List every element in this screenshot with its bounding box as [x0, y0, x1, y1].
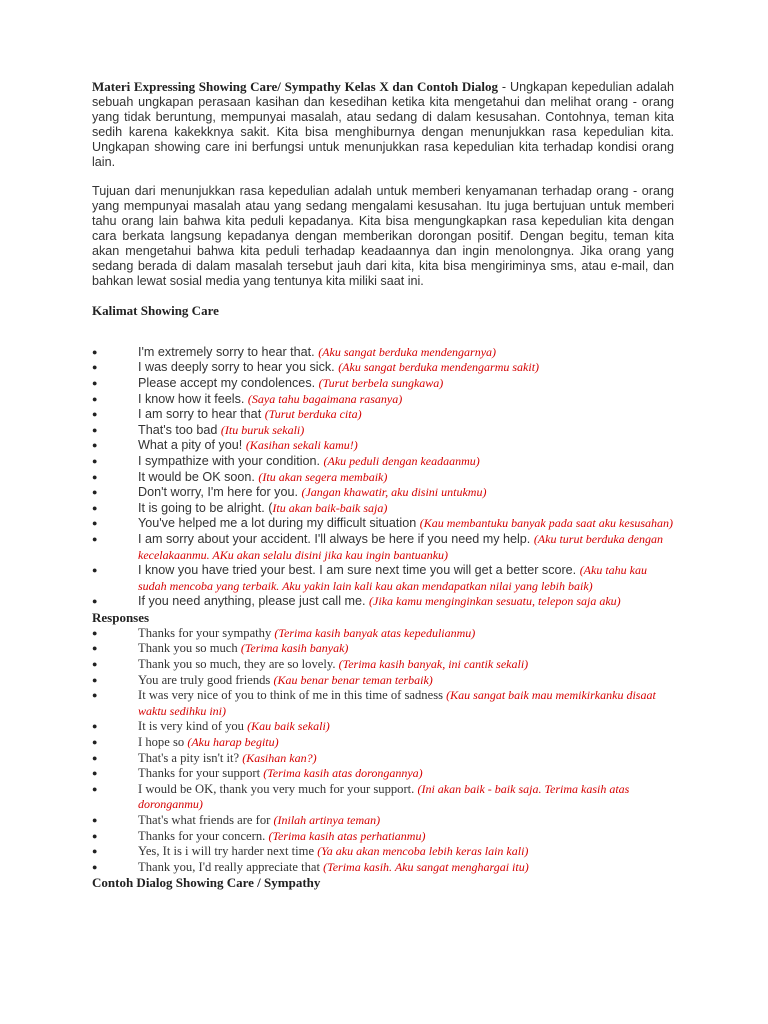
phrase-translation: (Aku tahu kau sudah mencoba yang terbaik. Aku yakin lain kali kau akan mendapatkan nilai yang lebih baik)	[138, 563, 647, 593]
bullet-icon: ●	[92, 518, 98, 529]
phrase-english: It would be OK soon.	[138, 469, 259, 484]
bullet-icon: ●	[92, 533, 98, 544]
list-item	[92, 766, 674, 782]
bullet-icon: ●	[92, 861, 98, 872]
list-item	[92, 345, 674, 361]
bullet-icon: ●	[92, 815, 98, 825]
phrase-english: Thanks for your concern.	[138, 828, 269, 843]
list-item	[92, 673, 674, 689]
bullet-icon: ●	[92, 643, 98, 654]
phrase-translation: (Kasihan kan?)	[242, 750, 317, 765]
phrase-translation: (Kau baik sekali)	[247, 719, 330, 734]
phrase-translation: (Aku sangat berduka mendengarmu sakit)	[338, 360, 540, 375]
heading-kalimat-showing-care: Kalimat Showing Care	[92, 302, 219, 318]
bullet-icon: ●	[92, 487, 98, 498]
bullet-icon: ●	[92, 455, 98, 466]
phrase-translation: (Itu buruk sekali)	[220, 422, 305, 437]
phrase-english: I am sorry to hear that	[138, 407, 265, 422]
phrase-english: Don't worry, I'm here for you.	[138, 485, 302, 500]
phrase-english: It is very kind of you	[138, 719, 248, 734]
phrase-english: You've helped me a lot during my difficult situation	[138, 516, 420, 531]
phrase-translation: (Ya aku akan mencoba lebih keras lain kali)	[317, 844, 529, 859]
list-item	[92, 360, 674, 376]
phrase-english: That's a pity isn't it?	[138, 750, 243, 765]
list-item	[92, 532, 674, 563]
list-item	[92, 626, 674, 642]
phrase-translation: (Kasihan sekali kamu!)	[245, 438, 358, 453]
phrase-english: I sympathize with your condition.	[138, 453, 324, 468]
list-item	[92, 688, 674, 719]
bullet-icon: ●	[92, 377, 98, 388]
phrase-translation: (Aku peduli dengan keadaanmu)	[323, 453, 480, 468]
phrase-english: Thanks for your sympathy	[138, 625, 275, 640]
bullet-icon: ●	[92, 440, 98, 451]
intro-text: - Ungkapan kepedulian adalah sebuah ungkapan perasaan kasihan dan kesedihan ketika kita mengetahui dan melihat orang - orang yang tidak beruntung, mempunyai masalah, atau sedang di dalam kesusahan. Contohnya, teman kita sedih karena kakekknya sakit. Kita bisa menghiburnya dengan menunjukkan rasa kepedulian kita. Ungkapan showing care ini berfungsi untuk menunjukkan rasa kepedulian kita terhadap kondisi orang lain.	[92, 80, 674, 169]
phrase-english: I would be OK, thank you very much for your support.	[138, 781, 418, 796]
phrase-english: Thank you so much	[138, 641, 241, 656]
bullet-icon: ●	[92, 627, 98, 638]
phrase-translation: (Turut berbela sungkawa)	[318, 375, 444, 390]
phrase-english: If you need anything, please just call me.	[138, 594, 370, 609]
bullet-icon: ●	[92, 768, 98, 779]
phrase-translation: (Jangan khawatir, aku disini untukmu)	[301, 485, 487, 500]
phrase-translation: (Inilah artinya teman)	[273, 813, 381, 827]
phrase-translation: (Terima kasih atas perhatianmu)	[268, 828, 426, 843]
list-item	[92, 501, 674, 517]
list-item	[92, 751, 674, 767]
phrase-translation: (Kau benar benar teman terbaik)	[273, 672, 433, 687]
list-item	[92, 423, 674, 439]
bullet-icon: ●	[92, 502, 98, 513]
list-item	[92, 392, 674, 408]
purpose-paragraph: Tujuan dari menunjukkan rasa kepedulian adalah untuk memberi kenyamanan terhadap orang - orang yang mempunyai masalah atau yang sedang mengalami kesusahan. Itu juga bertujuan untuk memberi tahu orang lain bahwa kita peduli kepadanya. Kita bisa mengungkapkan rasa kepedulian kita dengan cara berkata langsung kepadanya dengan memberikan dorongan positif. Dengan begitu, teman kita akan mengetahui bahwa kita peduli terhadap keadaannya dan ingin menolongnya. Jika orang yang sedang berada di dalam masalah tersebut jauh dari kita, kita bisa mengiriminya sms, atau e-mail, dan bahkan lewat sosial media yang tentunya kita miliki saat ini.	[92, 184, 674, 288]
article-title: Materi Expressing Showing Care/ Sympathy Kelas X dan Contoh Dialog	[92, 79, 498, 94]
phrase-translation: (Terima kasih banyak)	[240, 641, 349, 656]
phrase-english: I was deeply sorry to hear you sick.	[138, 360, 339, 375]
list-item	[92, 657, 674, 673]
bullet-icon: ●	[92, 659, 98, 670]
list-item	[92, 470, 674, 486]
phrase-english: I am sorry about your accident. I'll always be here if you need my help.	[138, 531, 534, 546]
list-item	[92, 485, 674, 501]
document-page	[92, 80, 674, 891]
kalimat-list	[92, 345, 674, 610]
phrase-english: Thank you, I'd really appreciate that	[138, 859, 324, 874]
bullet-icon: ●	[92, 737, 98, 748]
list-item	[92, 438, 674, 454]
phrase-english: You are truly good friends	[138, 672, 274, 687]
bullet-icon: ●	[92, 783, 98, 794]
phrase-english: I know you have tried your best. I am sure next time you will get a better score.	[138, 563, 580, 578]
list-item	[92, 735, 674, 751]
list-item	[92, 829, 674, 845]
bullet-icon: ●	[92, 596, 98, 607]
phrase-english: I'm extremely sorry to hear that.	[138, 344, 319, 359]
phrase-english: Yes, It is i will try harder next time	[138, 844, 318, 859]
list-item	[92, 719, 674, 735]
phrase-translation: (Jika kamu menginginkan sesuatu, telepon saja aku)	[369, 594, 621, 609]
intro-paragraph	[92, 80, 674, 169]
phrase-translation: Itu akan baik-baik saja)	[272, 500, 388, 515]
phrase-translation: (Turut berduka cita)	[264, 407, 362, 422]
bullet-icon: ●	[92, 409, 98, 420]
bullet-icon: ●	[92, 690, 98, 701]
bullet-icon: ●	[92, 721, 98, 732]
phrase-translation: (Saya tahu bagaimana rasanya)	[247, 391, 403, 406]
phrase-translation: (Terima kasih banyak atas kepedulianmu)	[274, 625, 476, 640]
heading-responses: Responses	[92, 609, 150, 625]
bullet-icon: ●	[92, 362, 98, 373]
phrase-english: It is going to be alright. (	[138, 500, 273, 515]
phrase-english: Please accept my condolences.	[138, 375, 319, 390]
phrase-translation: (Terima kasih banyak, ini cantik sekali)	[338, 657, 529, 672]
responses-list	[92, 626, 674, 876]
bullet-icon: ●	[92, 471, 98, 482]
phrase-translation: (Aku sangat berduka mendengarnya)	[318, 344, 497, 359]
bullet-icon: ●	[92, 846, 98, 857]
phrase-english: It was very nice of you to think of me in this time of sadness	[138, 688, 447, 703]
phrase-translation: (Aku harap begitu)	[187, 735, 279, 750]
phrase-english: That's too bad	[138, 422, 221, 437]
list-item	[92, 844, 674, 860]
phrase-english: Thanks for your support	[138, 766, 264, 781]
bullet-icon: ●	[92, 346, 98, 357]
phrase-translation: (Terima kasih. Aku sangat menghargai itu)	[323, 859, 529, 874]
list-item	[92, 454, 674, 470]
heading-contoh-dialog: Contoh Dialog Showing Care / Sympathy	[92, 875, 321, 891]
list-item	[92, 563, 674, 594]
list-item	[92, 376, 674, 392]
list-item	[92, 516, 674, 532]
list-item	[92, 407, 674, 423]
list-item	[92, 641, 674, 657]
bullet-icon: ●	[92, 830, 98, 841]
phrase-english: What a pity of you!	[138, 438, 246, 453]
phrase-english: That's what friends are for	[138, 813, 274, 827]
phrase-translation: (Itu akan segera membaik)	[258, 469, 388, 484]
phrase-translation: (Kau membantuku banyak pada saat aku kesusahan)	[419, 516, 674, 531]
bullet-icon: ●	[92, 393, 98, 404]
phrase-english: Thank you so much, they are so lovely.	[138, 657, 339, 672]
phrase-english: I hope so	[138, 735, 188, 750]
phrase-english: I know how it feels.	[138, 391, 248, 406]
bullet-icon: ●	[92, 752, 98, 763]
bullet-icon: ●	[92, 674, 98, 685]
phrase-translation: (Kau sangat baik mau memikirkanku disaat waktu sedihku ini)	[138, 688, 656, 718]
bullet-icon: ●	[92, 565, 98, 576]
phrase-translation: (Ini akan baik - baik saja. Terima kasih atas doronganmu)	[138, 781, 630, 812]
list-item	[92, 594, 674, 610]
list-item	[92, 813, 674, 829]
phrase-translation: (Terima kasih atas dorongannya)	[263, 766, 423, 781]
bullet-icon: ●	[92, 424, 98, 435]
list-item	[92, 782, 674, 813]
phrase-translation: (Aku turut berduka dengan kecelakaanmu. AKu akan selalu disini jika kau ingin bantuanku)	[138, 531, 664, 562]
list-item	[92, 860, 674, 876]
